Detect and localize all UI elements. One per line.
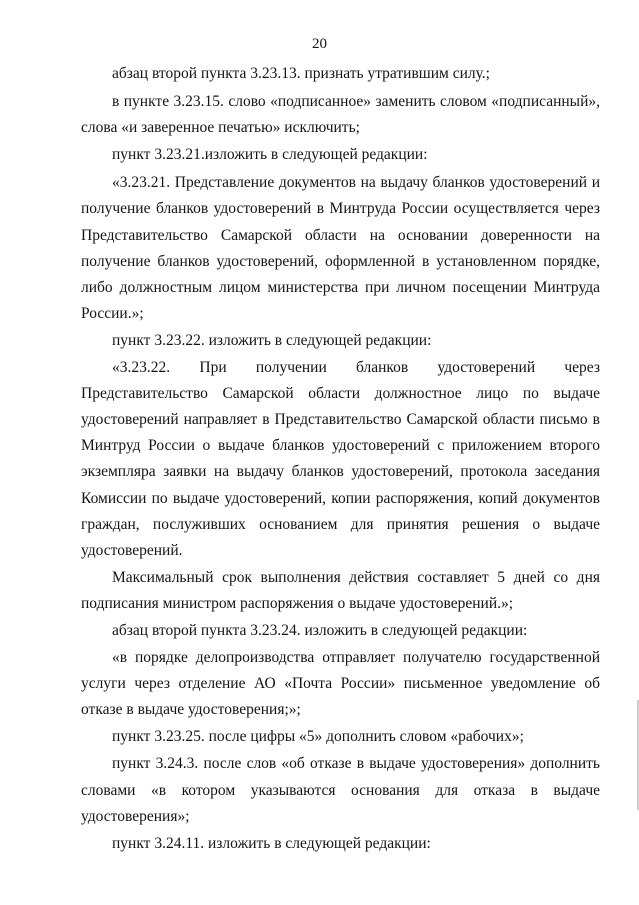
paragraph-3: пункт 3.23.21.изложить в следующей редакции: xyxy=(112,146,428,164)
paragraph-10: пункт 3.23.25. после цифры «5» дополнить словом «рабочих»; xyxy=(112,728,524,746)
page-number: 20 xyxy=(312,36,327,52)
paragraph-12: пункт 3.24.11. изложить в следующей редакции: xyxy=(112,834,431,852)
paragraph-8: абзац второй пункта 3.23.24. изложить в следующей редакции: xyxy=(112,621,528,639)
document-body xyxy=(81,61,600,857)
paragraph-6: «3.23.22. При получении бланков удостоверений через Представительство Самарской области должностное лицо по выдаче удостоверений направляет в Представительство Самарской области письмо в Минтруд России о выдаче бланков удостоверений с приложением второго экземпляра заявки на выдачу бланков удостоверений, протокола заседания Комиссии по выдаче удостоверений, копии распоряжения, копий документов граждан, послуживших основанием для принятия решения о выдаче удостоверений. xyxy=(81,359,600,559)
paragraph-9: «в порядке делопроизводства отправляет получателю государственной услуги через отделение АО «Почта России» письменное уведомление об отказе в выдаче удостоверения;»; xyxy=(81,649,600,719)
paragraph-11: пункт 3.24.3. после слов «об отказе в выдаче удостоверения» дополнить словами «в котором указываются основания для отказа в выдаче удостоверения»; xyxy=(81,755,600,825)
paragraph-7: Максимальный срок выполнения действия составляет 5 дней со дня подписания министром распоряжения о выдаче удостоверений.»; xyxy=(81,568,600,612)
paragraph-1: абзац второй пункта 3.23.13. признать утратившим силу.; xyxy=(112,65,490,82)
paragraph-2: в пункте 3.23.15. слово «подписанное» заменить словом «подписанный», слова «и заверенное печатью» исключить; xyxy=(81,93,600,137)
paragraph-4: «3.23.21. Представление документов на выдачу бланков удостоверений и получение бланков удостоверений в Минтруда России осуществляется через Представительство Самарской области на основании доверенности на получение бланков удостоверений, оформленной в установленном порядке, либо должностным лицом министерства при личном посещении Минтруда России.»; xyxy=(81,174,600,322)
paragraph-5: пункт 3.23.22. изложить в следующей редакции: xyxy=(112,331,432,349)
